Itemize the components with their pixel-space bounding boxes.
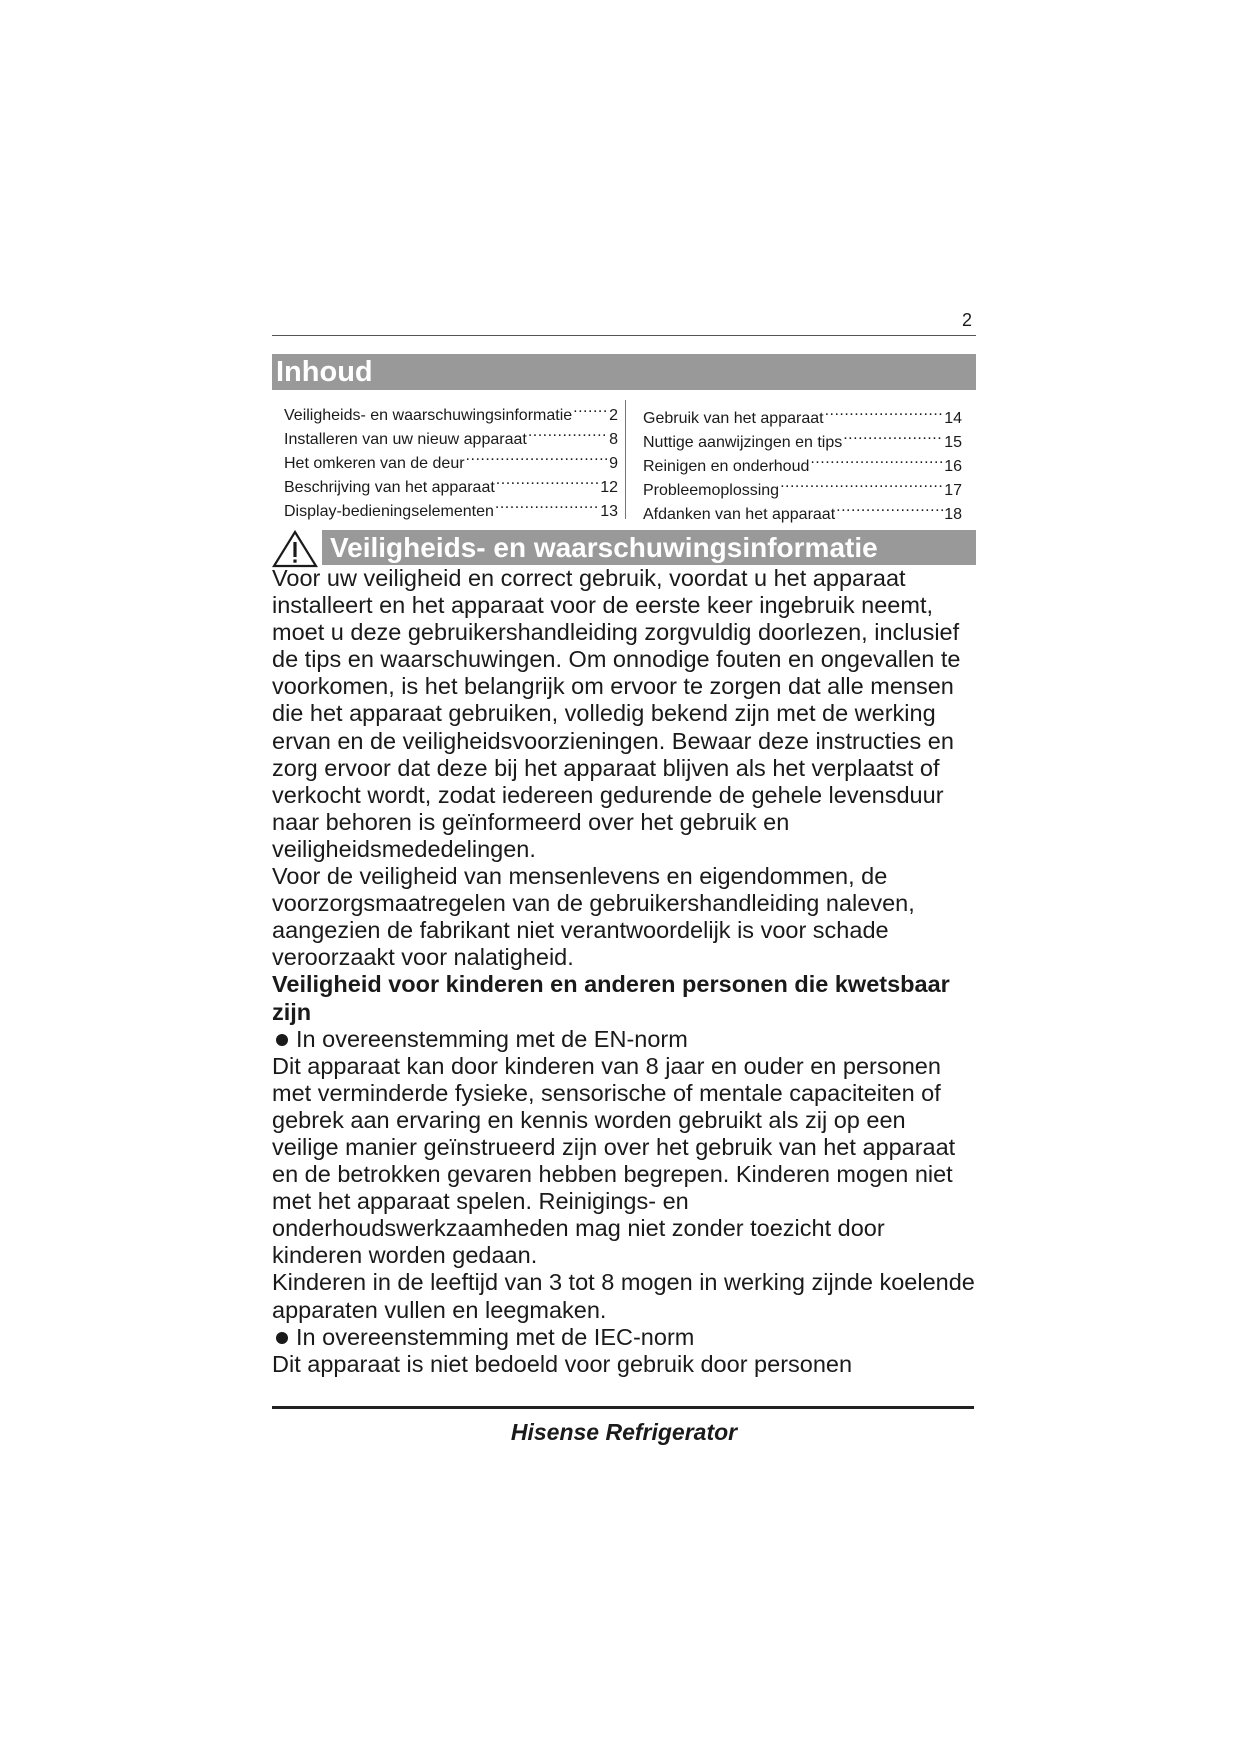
en-norm-label: In overeenstemming met de EN-norm (296, 1025, 688, 1052)
iec-norm-label: In overeenstemming met de IEC-norm (296, 1323, 695, 1350)
toc-leader-dots (495, 498, 599, 516)
toc-entry-page: 13 (600, 503, 618, 520)
liability-paragraph: Voor de veiligheid van mensenlevens en eigendommen, de voorzorgsmaatregelen van de gebruikershandleiding naleven, aangezien de fabrikant niet verantwoordelijk is voor schade veroorzaakt voor nalatigheid. (272, 863, 915, 971)
warning-triangle-icon (272, 530, 318, 568)
toc-entry-page: 17 (944, 482, 962, 499)
toc-leader-dots (843, 429, 943, 447)
iec-norm-bullet (272, 1324, 976, 1351)
toc-entry-page: 8 (609, 431, 618, 448)
toc-right-column (643, 405, 962, 525)
toc-entry[interactable] (643, 405, 962, 429)
toc-entry[interactable] (284, 402, 618, 426)
toc-entry-title: Display-bedieningselementen (284, 503, 494, 520)
en-norm-bullet (272, 1026, 976, 1053)
toc-leader-dots (528, 426, 608, 444)
toc-entry[interactable] (284, 426, 618, 450)
contents-heading: Inhoud (272, 354, 976, 390)
children-age-paragraph: Kinderen in de leeftijd van 3 tot 8 mogen in werking zijnde koelende apparaten vullen en leegmaken. (272, 1269, 975, 1323)
bullet-icon (276, 1332, 288, 1344)
toc-entry[interactable] (643, 429, 962, 453)
toc-entry-title: Beschrijving van het apparaat (284, 479, 495, 496)
toc-entry-title: Veiligheids- en waarschuwingsinformatie (284, 407, 573, 424)
toc-entry[interactable] (284, 474, 618, 498)
toc-entry[interactable] (643, 453, 962, 477)
toc-leader-dots (496, 474, 599, 492)
en-norm-paragraph: Dit apparaat kan door kinderen van 8 jaar en ouder en personen met verminderde fysieke, sensorische of mentale capaciteiten of gebrek aan ervaring en kennis worden gebruikt als zij op een veilige manier geïnstrueerd zijn over het gebruik van het apparaat en de betrokken gevaren hebben begrepen. Kinderen mogen niet met het apparaat spelen. Reinigings- en onderhoudswerkzaamheden mag niet zonder toezicht door kinderen worden gedaan. (272, 1052, 956, 1269)
toc-leader-dots (836, 501, 943, 519)
toc-entry-page: 16 (944, 458, 962, 475)
toc-entry-page: 18 (944, 506, 962, 523)
toc-entry-title: Installeren van uw nieuw apparaat (284, 431, 527, 448)
toc-entry[interactable] (284, 450, 618, 474)
toc-column-divider (625, 400, 626, 519)
toc-entry-page: 12 (600, 479, 618, 496)
toc-entry-title: Reinigen en onderhoud (643, 458, 810, 475)
toc-entry[interactable] (643, 501, 962, 525)
toc-entry-page: 9 (609, 455, 618, 472)
toc-entry-page: 15 (944, 434, 962, 451)
toc-entry-page: 14 (944, 410, 962, 427)
header-rule (272, 335, 976, 336)
toc-leader-dots (573, 402, 608, 420)
intro-paragraph: Voor uw veiligheid en correct gebruik, voordat u het apparaat installeert en het apparaat voor de eerste keer ingebruik neemt, moet u deze gebruikershandleiding zorgvuldig doorlezen, inclusief de tips en waarschuwingen. Om onnodige fouten en ongevallen te voorkomen, is het belangrijk om ervoor te zorgen dat alle mensen die het apparaat gebruiken, volledig bekend zijn met de werking ervan en de veiligheidsvoorzieningen. Bewaar deze instructies en zorg ervoor dat deze bij het apparaat blijven als het verplaatst of verkocht wordt, zodat iedereen gedurende de gehele levensduur naar behoren is geïnformeerd over het gebruik en veiligheidsmededelingen. (272, 565, 961, 862)
toc-entry[interactable] (284, 498, 618, 522)
toc-entry[interactable] (643, 477, 962, 501)
section-heading: Veiligheids- en waarschuwingsinformatie (322, 530, 976, 565)
toc-entry-title: Gebruik van het apparaat (643, 410, 824, 427)
footer-brand: Hisense Refrigerator (510, 1419, 738, 1445)
toc-leader-dots (780, 477, 943, 495)
toc-leader-dots (810, 453, 943, 471)
page-number: 2 (962, 310, 973, 330)
footer-rule (272, 1406, 974, 1409)
toc-entry-page: 2 (609, 407, 618, 424)
toc-entry-title: Het omkeren van de deur (284, 455, 465, 472)
iec-norm-paragraph: Dit apparaat is niet bedoeld voor gebruik door personen (272, 1350, 853, 1377)
toc-left-column (284, 402, 618, 522)
toc-leader-dots (466, 450, 609, 468)
bullet-icon (276, 1034, 288, 1046)
toc-entry-title: Probleemoplossing (643, 482, 780, 499)
section-body (272, 565, 976, 1378)
toc-entry-title: Nuttige aanwijzingen en tips (643, 434, 843, 451)
toc-leader-dots (825, 405, 944, 423)
children-safety-heading: Veiligheid voor kinderen en anderen personen die kwetsbaar zijn (272, 971, 950, 1025)
toc-entry-title: Afdanken van het apparaat (643, 506, 836, 523)
